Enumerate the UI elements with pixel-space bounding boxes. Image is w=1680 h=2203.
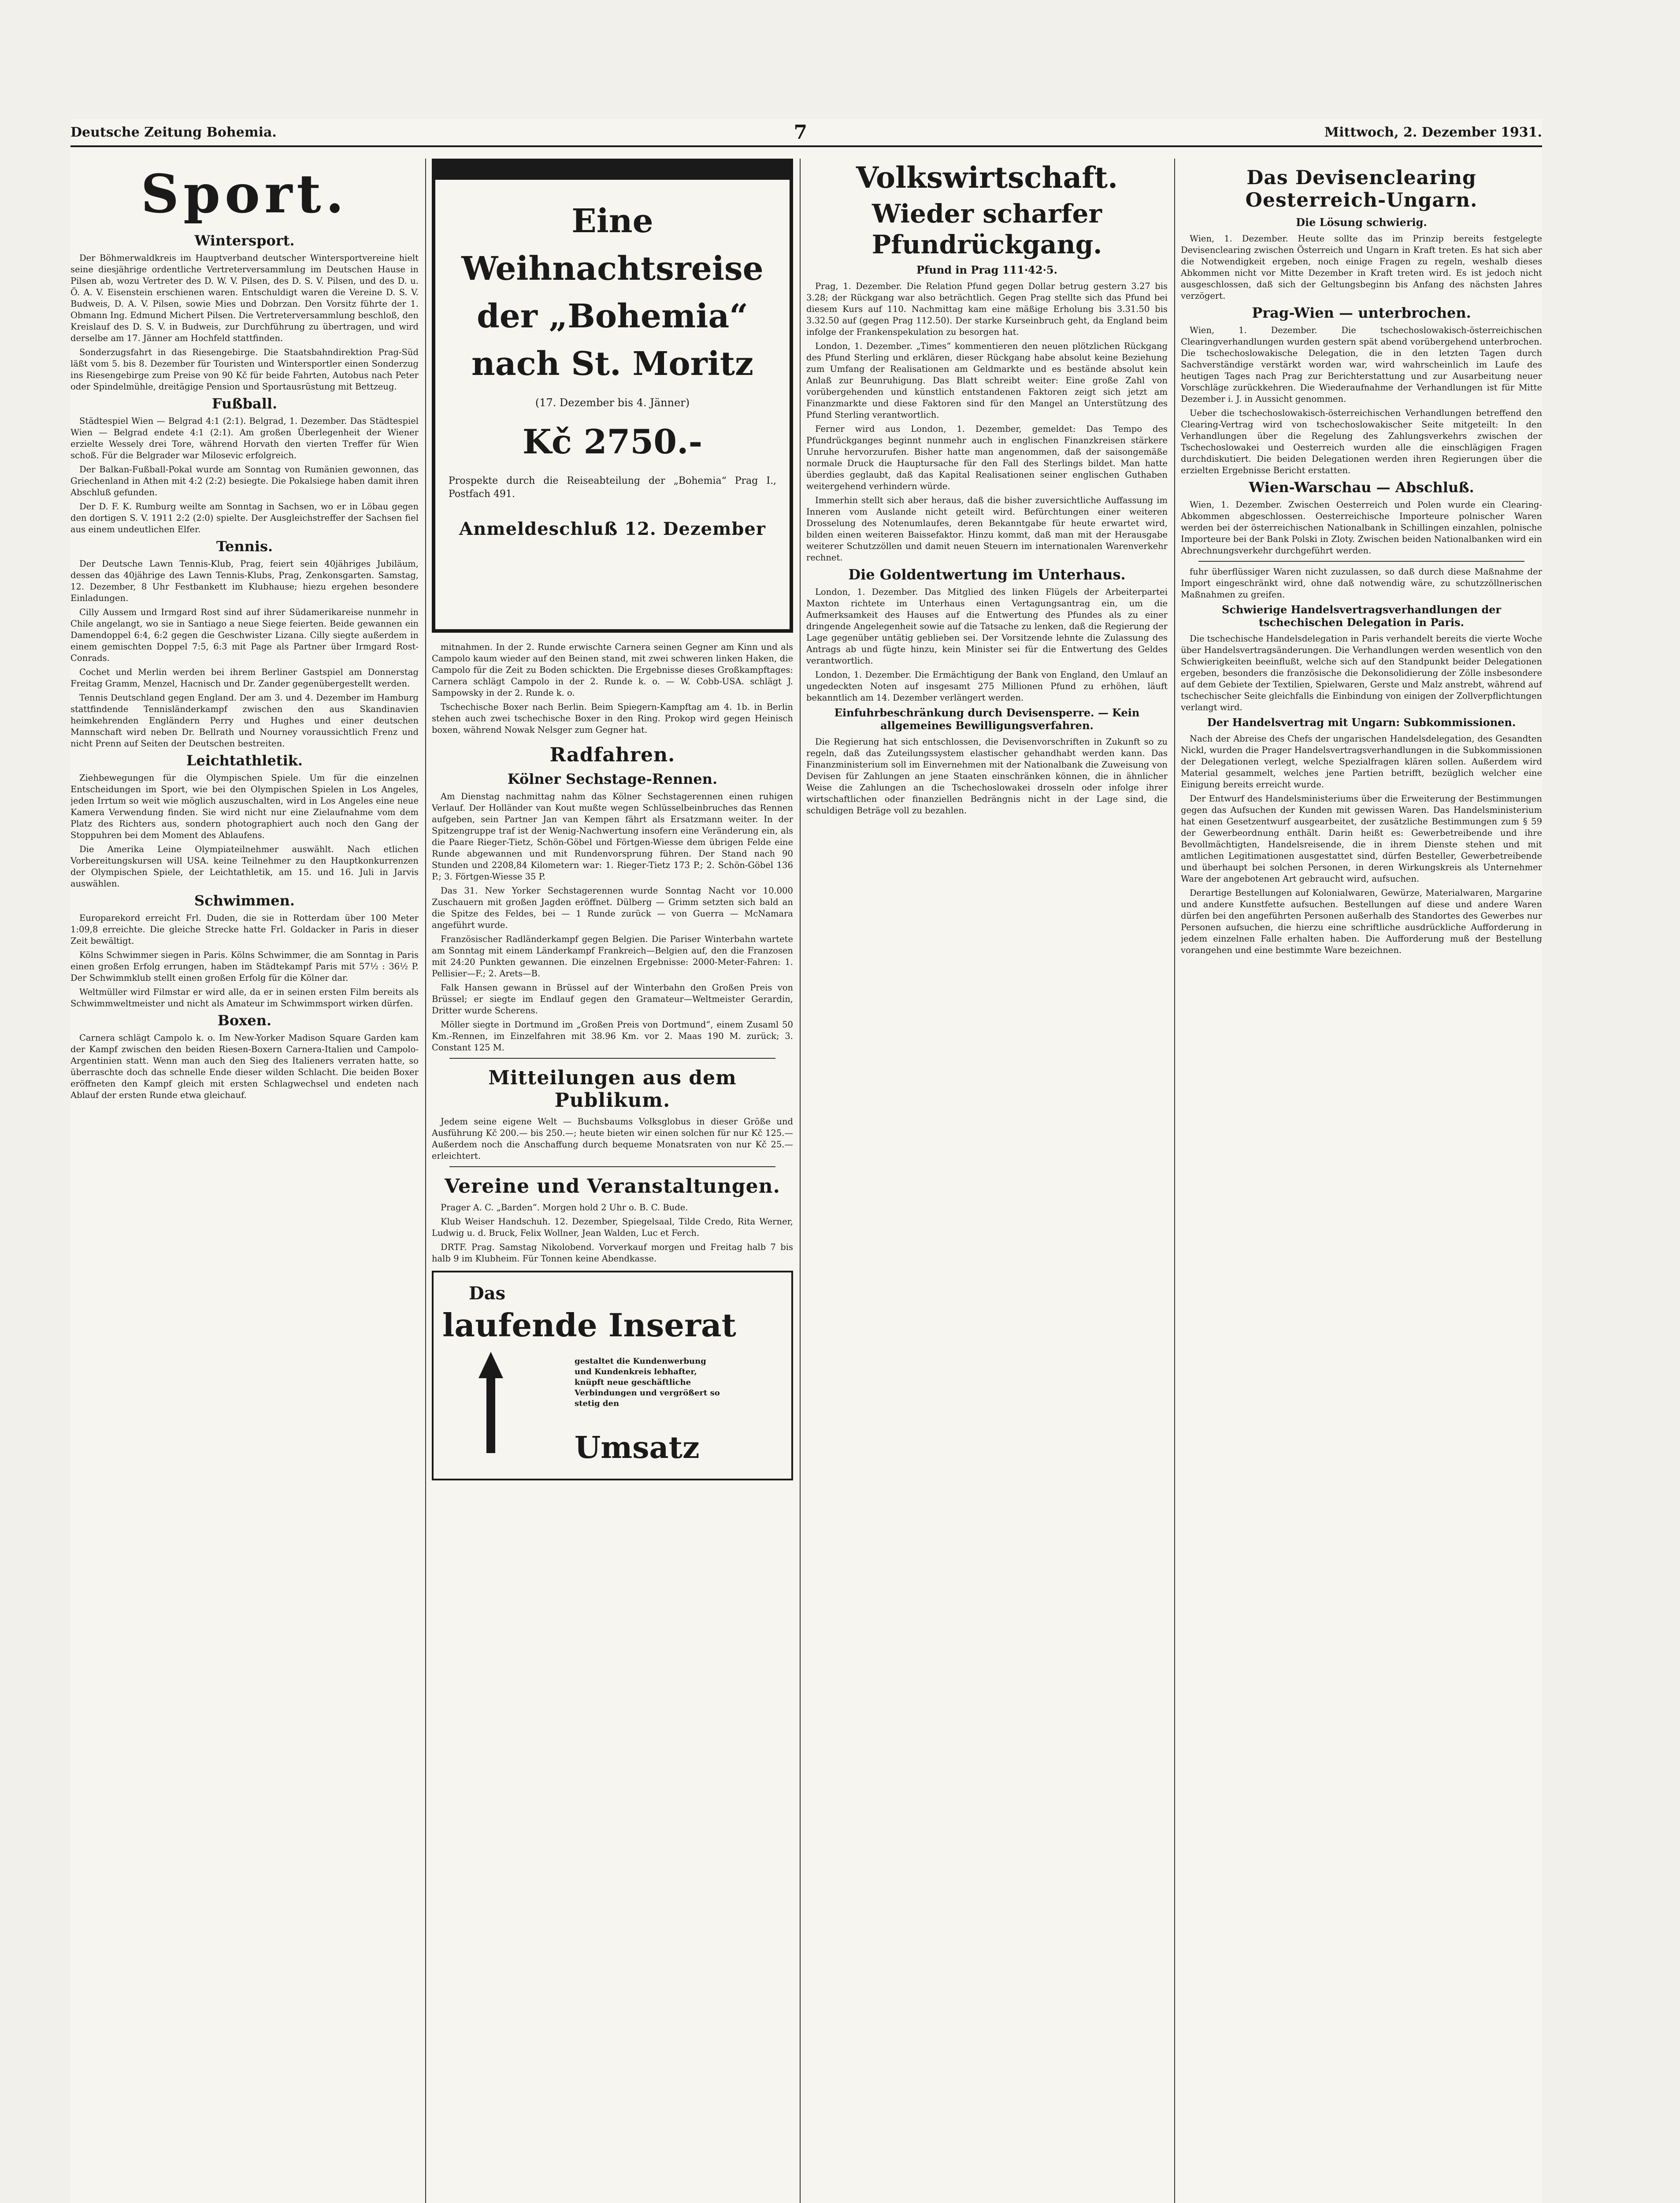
article-paragraph: London, 1. Dezember. „Times“ kommentieren den neuen plötzlichen Rückgang des Pfund Sterling und erklären, dieser Rückgang habe absolut keine Beziehung zum Umfang der Realisationen am Geldmarkte und es bestände absolut kein Anlaß zur Beunruhigung. Das Blatt schreibt weiter: Eine große Zahl von vorübergehenden und künstlich entstandenen Faktoren zeigt sich jetzt am Finanzmarkte und diese Faktoren sind für den Mangel an Unterstützung des Pfund Sterling verantwortlich. — [806, 341, 1168, 420]
heading-devisensperre: Einfuhrbeschränkung durch Devisensperre. — Kein allgemeines Bewilligungsverfahren. — [834, 706, 1140, 732]
article-paragraph: Der Deutsche Lawn Tennis-Klub, Prag, feiert sein 40jähriges Jubiläum, dessen das 40jährige des Lawn Tennis-Klubs, Prag, Zenkonsgarten. Samstag, 12. Dezember, 8 Uhr Festbankett im Klubhause; hiezu ergehen besondere Einladungen. — [70, 559, 419, 603]
article-paragraph: Der D. F. K. Rumburg weilte am Sonntag in Sachsen, wo er in Löbau gegen den dortigen S. V. 1911 2:2 (2:0) spielte. Der Ausgleichstreffer der Sachsen fiel aus einem undeutlichen Elfer. — [70, 501, 419, 534]
article-paragraph: Nach der Abreise des Chefs der ungarischen Handelsdelegation, des Gesandten Nickl, wurden die Prager Handelsvertragsverhandlungen in die Subkommissionen der Delegationen verlegt, welche Spezialfragen klären sollen. Außerdem wird Material gesammelt, welches jene Partien betrifft, bezüglich welcher eine Einigung bereits erreicht wurde. — [1181, 734, 1542, 790]
ad-price: Kč 2750.- — [522, 422, 703, 461]
heading-wintersport: Wintersport. — [194, 232, 295, 249]
ad-st-moritz-trip — [432, 159, 793, 633]
ad-laufende-inserat — [432, 1271, 793, 1480]
article-paragraph: Wien, 1. Dezember. Zwischen Oesterreich und Polen wurde ein Clearing-Abkommen abgeschlossen. Oesterreichische Importeure polnischer Waren werden bei der österreichischen Nationalbank in Schillingen einzahlen, polnische Importeure bei der Bank Polski in Zloty. Zwischen beiden Nationalbanken wird ein Abrechnungsverkehr durchgeführt werden. — [1181, 500, 1542, 556]
article-paragraph: fuhr überflüssiger Waren nicht zuzulassen, so daß durch diese Maßnahme der Import eingeschränkt wird, ohne daß notwendig wäre, zu schutzzöllnerischen Maßnahmen zu greifen. — [1181, 567, 1542, 600]
column-volkswirtschaft — [806, 159, 1168, 2203]
ad2-das: Das — [469, 1283, 506, 1304]
article-paragraph: Immerhin stellt sich aber heraus, daß die bisher zuversichtliche Auffassung im Inneren vom Auslande nicht geteilt wird. Befürchtungen einer weiteren Drosselung des Notenumlaufes, deren Bekanntgabe für heute erwartet wird, bilden einen weiteren Baissefaktor. Hinzu kommt, daß man mit der Herausgabe weiterer Schutzzöllen und damit neuen Steuern im internationalen Warenverkehr rechnet. — [806, 495, 1168, 563]
article-paragraph: Wien, 1. Dezember. Heute sollte das im Prinzip bereits festgelegte Devisenclearing zwischen Österreich und Ungarn in Kraft treten. Es hat sich aber die Notwendigkeit ergeben, noch einige Fragen zu regeln, weshalb dieses Abkommen nicht vor Mitte Dezember in Kraft treten wird. Es ist jedoch nicht ausgeschlossen, daß sich der Geltungsbeginn bis Anfang des nächsten Jahres verzögert. — [1181, 234, 1542, 301]
article-paragraph: Prag, 1. Dezember. Die Relation Pfund gegen Dollar betrug gestern 3.27 bis 3.28; der Rückgang war also beträchtlich. Gegen Prag stellte sich das Pfund bei diesem Kurs auf 110. Nachmittag kam eine mäßige Erholung bis 3.31.50 bis 3.32.50 auf (gegen Prag 112.50). Der starke Kurseinbruch geht, da England beim infolge der Frankenspekulation zu besorgen hat. — [806, 281, 1168, 337]
article-paragraph: Das 31. New Yorker Sechstagerennen wurde Sonntag Nacht vor 10.000 Zuschauern mit großen Jagden eröffnet. Dülberg — Grimm setzten sich bald an die Spitze des Feldes, bei — 1 Runde zurück — von Guerra — McNamara angeführt wurde. — [432, 886, 793, 930]
article-paragraph: Wien, 1. Dezember. Die tschechoslowakisch-österreichischen Clearingverhandlungen wurden gestern spät abend vorübergehend unterbrochen. Die tschechoslowakische Delegation, die in den letzten Tagen durch Sachverständige verstärkt worden war, wird wahrscheinlich im Laufe des heutigen Tages nach Prag zur Berichterstattung und zur Ausarbeitung neuer Vorschläge zurückkehren. Die Wiederaufnahme der Verhandlungen ist für Mitte Dezember i. J. in Aussicht genommen. — [1181, 325, 1542, 404]
article-paragraph: Französischer Radländerkampf gegen Belgien. Die Pariser Winterbahn wartete am Sonntag mit einem Länderkampf Frankreich—Belgien auf, den die Franzosen mit 24:20 Punkten gewannen. Die einzelnen Ergebnisse: 2000-Meter-Fahren: 1. Pellisier—F.; 2. Arets—B. — [432, 934, 793, 979]
article-paragraph: Ueber die tschechoslowakisch-österreichischen Verhandlungen betreffend den Clearing-Vertrag wird von tschechoslowakischer Seite mitgeteilt: In den Verhandlungen über die Regelung des Zahlungsverkehrs zwischen der Tschechoslowakei und Oesterreich wurden alle die einschlägigen Fragen durchdiskutiert. Die beiden Delegationen werden ihren Regierungen über die erzielten Ergebnisse Bericht erstatten. — [1181, 408, 1542, 475]
article-paragraph: Die Amerika Leine Olympiateilnehmer auswählt. Nach etlichen Vorbereitungskursen will USA. keine Teilnehmer zu den Hauptkonkurrenzen der Olympischen Spiele, der Leichtathletik, am 15. und 16. Juli in Jarvis auswählen. — [70, 844, 419, 889]
page-header — [70, 119, 1542, 147]
article-paragraph: London, 1. Dezember. Die Ermächtigung der Bank von England, den Umlauf an ungedeckten Noten auf insgesamt 275 Millionen Pfund zu erhöhen, läuft bekanntlich am 14. Dezember verlängert werden. — [806, 670, 1168, 703]
article-paragraph: Am Dienstag nachmittag nahm das Kölner Sechstagerennen einen ruhigen Verlauf. Der Holländer van Kout mußte wegen Schlüsselbeinbruches das Rennen aufgeben, sein Partner Jan van Kempen fährt als Ersatzmann weiter. In der Spitzengruppe traf ist der Wenig-Nachwertung insofern eine Veränderung ein, als die Paare Rieger-Tietz, Schön-Göbel und Förtgen-Wiesse dem übrigen Felde eine Runde abgewannen und mit Rundenvorsprung führen. Der Stand nach 90 Stunden und 2208,84 Kilometern war: 1. Rieger-Tietz 173 P.; 2. Schön-Göbel 136 P.; 3. Förtgen-Wiesse 35 P. — [432, 791, 793, 882]
column-divider — [800, 159, 801, 2203]
heading-tennis: Tennis. — [216, 538, 273, 555]
heading-goldentwertung: Die Goldentwertung im Unterhaus. — [848, 566, 1126, 583]
ad2-umsatz: Umsatz — [575, 1430, 700, 1465]
divider — [1198, 561, 1524, 562]
article-paragraph: Tennis Deutschland gegen England. Der am 3. und 4. Dezember im Hamburg stattfindende Tennisländerkampf zwischen den aus Skandinavien heimkehrenden Engländern Perry und Hughes und einer deutschen Mannschaft wird neben Dr. Bellrath und Nourney voraussichtlich Frenz und nicht Prenn auf Seiten der Deutschen bestreiten. — [70, 693, 419, 749]
heading-schwimmen: Schwimmen. — [194, 892, 295, 909]
column-ad-and-cycling — [432, 159, 793, 2203]
heading-koelner-sechstage: Kölner Sechstage-Rennen. — [507, 771, 718, 787]
arrow-up-icon — [478, 1352, 504, 1453]
article-paragraph: Cilly Aussem und Irmgard Rost sind auf ihrer Südamerikareise nunmehr in Chile angelangt, wo sie in Santiago a neue Siege feierten. Beide gewannen ein Damendoppel 6:4, 6:2 gegen die Geschwister Lizana. Cilly siegte außerdem in einem gemischten Doppel 7:5, 6:3 mit Page als Partner über Irmgard Rost-Conrads. — [70, 607, 419, 663]
divider — [449, 1166, 775, 1167]
article-paragraph: Prager A. C. „Barden“. Morgen hold 2 Uhr o. B. C. Bude. — [441, 1202, 688, 1213]
column-devisenclearing — [1181, 159, 1542, 2203]
article-paragraph: Der Entwurf des Handelsministeriums über die Erweiterung der Bestimmungen gegen das Aufsuchen der Kunden mit gewissen Waren. Das Handelsministerium hat einen Gesetzentwurf ausgearbeitet, der zusätzliche Bestimmungen zum § 59 der Gewerbeordnung enthält. Darin heißt es: Gewerbetreibende und ihre Bevollmächtigten, Handelsreisende, die in ihrem Dienste stehen und mit amtlichen Legitimationen ausgestattet sind, dürfen Besteller, Gewerbetreibende und überhaupt bei solchen Personen, in deren Wirkungskreis als Unternehmer Ware der angebotenen Art gebraucht wird, aufsuchen. — [1181, 794, 1542, 884]
article-paragraph: Weltmüller wird Filmstar er wird alle, da er in seinen ersten Film bereits als Schwimmweltmeister und nicht als Amateur im Schwimmsport wirken dürfen. — [70, 987, 419, 1009]
article-paragraph: Tschechische Boxer nach Berlin. Beim Spiegern-Kampftag am 4. 1b. in Berlin stehen auch zwei tschechische Boxer in den Ring. Prokop wird gegen Heinisch boxen, während Nowak Nelsger zum Gegner hat. — [432, 702, 793, 735]
ad-info: Prospekte durch die Reiseabteilung der „Bohemia“ Prag I., Postfach 491. — [449, 475, 776, 500]
article-paragraph: Die tschechische Handelsdelegation in Paris verhandelt bereits die vierte Woche über Handelsvertragsänderungen. Die Verhandlungen werden wesentlich von den Schwierigkeiten beeinflußt, welche sich auf den Standpunkt beider Delegationen ergeben, besonders die französische die Dekonsolidierung der Zölle insbesondere auf dem Gebiete der Textilien, Spielwaren, Gerste und Malz anstrebt, während auf tschechischer Seite gleichfalls die Einbindung von einigen der Zollverpflichtungen verlangt wird. — [1181, 634, 1542, 712]
heading-handelsvertrag-ungarn: Der Handelsvertrag mit Ungarn: Subkommissionen. — [1207, 716, 1516, 729]
article-paragraph: Falk Hansen gewann in Brüssel auf der Winterbahn den Großen Preis von Brüssel; er siegte im Endlauf gegen den Gramateur—Weltmeister Gerardin, Dritter wurde Scherens. — [432, 983, 793, 1016]
heading-mitteilungen: Mitteilungen aus dem Publikum. — [488, 1067, 737, 1112]
heading-wien-warschau: Wien-Warschau — Abschluß. — [1249, 479, 1474, 496]
page-number: 7 — [794, 121, 808, 144]
article-paragraph: Der Balkan-Fußball-Pokal wurde am Sonntag von Rumänien gewonnen, das Griechenland in Athen mit 4:2 (2:2) besiegte. Die Pokalsiege haben damit ihren Abschluß gefunden. — [70, 464, 419, 497]
headline-pfund: Wieder scharfer Pfundrückgang. — [872, 199, 1102, 260]
article-paragraph: Der Böhmerwaldkreis im Hauptverband deutscher Wintersportvereine hielt seine diesjährige ordentliche Vertreterversammlung im Deutschen Hause in Pilsen ab, wozu Vertreter des D. W. V. Pilsen, des D. S. V. Pilsen, und des D. u. Ö. A. V. Eisenstein erschienen waren. Entschuldigt waren die Vereine D. S. V. Budweis, D. A. V. Pilsen, sowie Mies und Dobrzan. Den Vorsitz führte der 1. Obmann Ing. Edmund Michert Pilsen. Die Vertreterversammlung beschloß, den Kreislauf des D. S. V. in Budweis, zur Durchführung zu übertragen, und wird derselbe am 17. Jänner am Hochfeld stattfinden. — [70, 253, 419, 343]
subhead-pfund: Pfund in Prag 111·42·5. — [916, 263, 1057, 276]
section-title-volkswirtschaft: Volkswirtschaft. — [856, 160, 1118, 195]
column-sport — [70, 159, 419, 2203]
ad-top-bar — [435, 162, 790, 180]
article-paragraph: Europarekord erreicht Frl. Duden, die sie in Rotterdam über 100 Meter 1:09,8 erreichte. Die gleiche Strecke hatte Frl. Goldacker in Paris in dieser Zeit bewältigt. — [70, 913, 419, 946]
article-paragraph: DRTF. Prag. Samstag Nikolobend. Vorverkauf morgen und Freitag halb 7 bis halb 9 im Klubheim. Für Tonnen keine Abendkasse. — [432, 1242, 793, 1264]
ad-deadline: Anmeldeschluß 12. Dezember — [459, 519, 766, 539]
divider — [449, 1058, 775, 1059]
article-paragraph: Städtespiel Wien — Belgrad 4:1 (2:1). Belgrad, 1. Dezember. Das Städtespiel Wien — Belgrad endete 4:1 (2:1). Am großen Überlegenheit der Wiener erzielte Wessely drei Tore, während Horvath den vierten Treffer für Wien schoß. Für die Belgrader war Milosevic erfolgreich. — [70, 416, 419, 460]
article-paragraph: mitnahmen. In der 2. Runde erwischte Carnera seinen Gegner am Kinn und als Campolo kaum wieder auf den Beinen stand, mit zwei schweren linken Haken, die Campolo für die Zeit zu Boden schickten. Die Ergebnisse dieses Großkampftages: Carnera schlägt Campolo in der 2. Runde k. o. — W. Cobb-USA. schlägt J. Sampowsky in der 2. Runde k. o. — [432, 642, 793, 698]
subhead-loesung: Die Lösung schwierig. — [1296, 216, 1427, 229]
article-paragraph: Kölns Schwimmer siegen in Paris. Kölns Schwimmer, die am Sonntag in Paris einen großen Erfolg errungen, haben im Städtekampf Paris mit 57½ : 36½ P. Der Schwimmklub stellt einen großen Erfolg für die Kölner dar. — [70, 950, 419, 983]
article-paragraph: Jedem seine eigene Welt — Buchsbaums Volksglobus in dieser Größe und Ausführung Kč 200.— bis 250.—; heute bieten wir einen solchen für nur Kč 125.— Außerdem noch die Anschaffung durch bequeme Monatsraten von nur Kč 25.— erleichtert. — [432, 1116, 793, 1161]
article-paragraph: Cochet und Merlin werden bei ihrem Berliner Gastspiel am Donnerstag Freitag Gramm, Menzel, Hacnisch und Dr. Zander gegenübergestellt werden. — [70, 667, 419, 689]
ad-title: Eine Weihnachtsreise der „Bohemia“ nach St. Moritz — [461, 202, 764, 383]
column-divider — [1174, 159, 1175, 2203]
column-divider — [425, 159, 426, 2203]
article-paragraph: Ziehbewegungen für die Olympischen Spiele. Um für die einzelnen Entscheidungen im Sport, wie bei den Olympischen Spielen in Los Angeles, jeden Irrtum so weit wie möglich auszuschalten, wird in Los Angeles eine neue Kamera Verwendung finden. Sie wird nicht nur eine Zielaufnahme vom dem Platz des Richters aus, sondern photographiert auch noch den Gang der Stoppuhren bei dem Moment des Ablaufens. — [70, 773, 419, 840]
ad-dates: (17. Dezember bis 4. Jänner) — [535, 397, 690, 409]
heading-handelsvertrag-paris: Schwierige Handelsvertragsverhandlungen der tschechischen Delegation in Paris. — [1221, 603, 1502, 629]
heading-leichtathletik: Leichtathletik. — [186, 752, 303, 769]
heading-radfahren: Radfahren. — [549, 744, 675, 766]
article-paragraph: Carnera schlägt Campolo k. o. Im New-Yorker Madison Square Garden kam der Kampf zwischen den beiden Riesen-Boxern Carnera-Italien und Campolo-Argentinien statt. Wenn man auch den Sieg des Italieners verraten hatte, so überraschte doch das schnelle Ende dieser wilden Schlacht. Die beiden Boxer eröffneten den Kampf gleich mit ersten Schlagwechsel und endeten nach Ablauf der ersten Runde etwa gleichauf. — [70, 1033, 419, 1100]
article-paragraph: Klub Weiser Handschuh. 12. Dezember, Spiegelsaal, Tilde Credo, Rita Werner, Ludwig u. d. Bruck, Felix Wollner, Jean Walden, Luc et Ferch. — [432, 1216, 793, 1238]
article-paragraph: Die Regierung hat sich entschlossen, die Devisenvorschriften in Zukunft so zu regeln, daß das Zuteilungssystem elastischer gehandhabt werden kann. Das Finanzministerium soll im Einvernehmen mit der Nationalbank die Zuweisung von Devisen für Zahlungen an jene Staaten einschränken können, die in ähnlicher Weise die Zahlungen an die Tschechoslowakei drosseln oder infolge ihrer wirtschaftlichen oder finanziellen Bedrängnis nicht in der Lage sind, die schuldigen Beträge voll zu bezahlen. — [806, 737, 1168, 816]
article-paragraph: London, 1. Dezember. Das Mitglied des linken Flügels der Arbeiterpartei Maxton richtete im Unterhaus einen Vertagungsantrag ein, um die Aufmerksamkeit des Hauses auf die Entwertung des Pfundes als zu einer dringende Angelegenheit sowie auf die Tatsache zu lenken, daß die Regierung der Lage gegenüber untätig geblieben sei. Der Vorsitzende lehnte die Zulassung des Antrags ab und fügte hinzu, kein Minister sei für die Entwertung des Geldes verantwortlich. — [806, 587, 1168, 666]
ad2-text: gestaltet die Kundenwerbung und Kundenkreis lebhafter, knüpft neue geschäftliche Verbindungen und vergrößert so stetig den — [575, 1357, 720, 1408]
headline-devisenclearing: Das Devisenclearing Oesterreich-Ungarn. — [1245, 167, 1478, 211]
heading-prag-wien: Prag-Wien — unterbrochen. — [1252, 304, 1471, 321]
heading-fussball: Fußball. — [211, 395, 278, 412]
section-title-sport: Sport. — [141, 163, 349, 225]
article-paragraph: Ferner wird aus London, 1. Dezember, gemeldet: Das Tempo des Pfundrückganges beginnt nunmehr auch in englischen Finanzkreisen stärkere Unruhe hervorzurufen. Bisher hatte man angenommen, daß der saisongemäße normale Druck die Hauptursache für den Fall des Sterlings bildet. Man hatte überdies geglaubt, daß das Kapital Realisationen seiner englischen Guthaben weitergehend verhindern würde. — [806, 424, 1168, 491]
article-paragraph: Möller siegte in Dortmund im „Großen Preis von Dortmund“, einem Zusaml 50 Km.-Rennen, im Einzelfahren mit 38.96 Km. vor 2. Maas 190 M. zurück; 3. Constant 125 M. — [432, 1020, 793, 1053]
heading-vereine: Vereine und Veranstaltungen. — [445, 1175, 780, 1198]
article-paragraph: Sonderzugsfahrt in das Riesengebirge. Die Staatsbahndirektion Prag-Süd läßt vom 5. bis 8. Dezember für Touristen und Wintersportler einen Sonderzug ins Riesengebirge zum Preise von 90 Kč für beide Fahrten, Autobus nach Peter oder Spindelmühle, dreitägige Pension und Sportausrüstung mit Bettzeug. — [70, 347, 419, 392]
article-paragraph: Derartige Bestellungen auf Kolonialwaren, Gewürze, Materialwaren, Margarine und andere Kunstfette aufsuchen. Bestellungen auf diese und andere Waren dürfen bei den angeführten Personen außerhalb des Standortes des Gewerbes nur Personen aufsuchen, die hierzu eine schriftliche ausdrückliche Aufforderung in jedem einzelnen Falle erhalten haben. Die Aufforderung muß der Bestellung vorangehen und eine bestimmte Ware bezeichnen. — [1181, 888, 1542, 955]
issue-date: Mittwoch, 2. Dezember 1931. — [1324, 124, 1542, 140]
heading-boxen: Boxen. — [217, 1012, 272, 1029]
ad2-headline: laufende Inserat — [442, 1306, 736, 1344]
newspaper-name: Deutsche Zeitung Bohemia. — [70, 124, 277, 140]
newspaper-page — [70, 119, 1542, 2203]
